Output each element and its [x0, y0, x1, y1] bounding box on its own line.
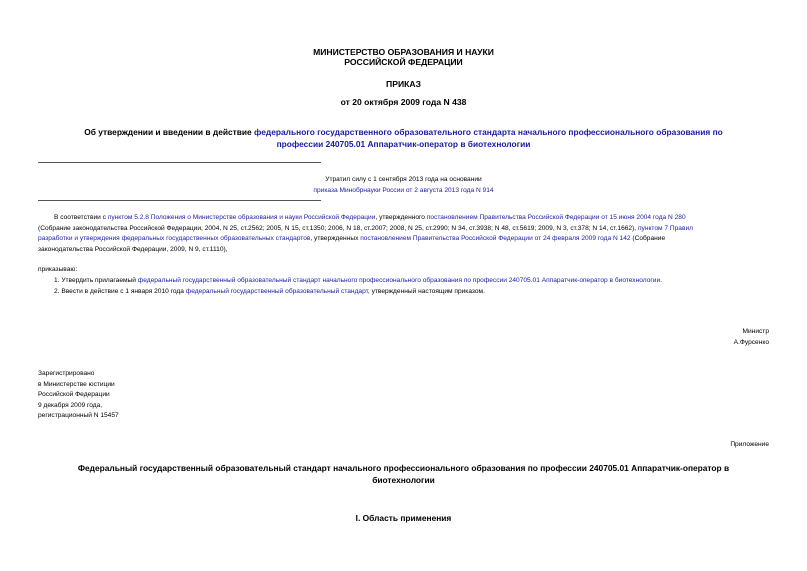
ministry-line-1: МИНИСТЕРСТВО ОБРАЗОВАНИЯ И НАУКИ — [313, 47, 494, 57]
signature-name: А.Фурсенко — [733, 338, 769, 346]
preamble-text-3: (Собрание законодательства Российской Федерации, 2004, N 25, ст.2562; 2005, N 15, ст.1350; 2006, N 18, ст.2007; 2008, N 25, ст.2990; N 34, ст.3938; N 48, ст.5619; 2009, N 3, ст.378; N 14, ст.1662), — [38, 224, 638, 232]
order-item-1-suffix: . — [660, 277, 662, 284]
registration-line-3: Российской Федерации — [38, 391, 110, 399]
preamble-text-4: , утвержденных — [310, 235, 361, 243]
section-heading: I. Область применения — [355, 513, 452, 523]
order-item-2-prefix: 2. Ввести в действие с 1 января 2010 года — [54, 288, 186, 295]
ministry-line-2: РОССИЙСКОЙ ФЕДЕРАЦИИ — [344, 57, 463, 67]
order-label: приказываю: — [38, 266, 78, 273]
appendix-title — [20, 462, 787, 486]
order-item-1-link[interactable]: федеральный государственный образовательный стандарт начального профессионального образования по профессии 240705.01 Аппаратчик-оператор в биотехнологии — [137, 277, 661, 284]
preamble-text-6: законодательства Российской Федерации, 2009, N 9, ст.1110), — [38, 245, 228, 253]
separator-bottom — [38, 200, 321, 201]
preamble-text-5: (Собрание — [630, 235, 666, 243]
appendix-title-line-2: биотехнологии — [372, 475, 435, 485]
registration-line-4: 9 декабря 2009 года, — [38, 401, 103, 409]
registration-line-5: регистрационный N 15457 — [38, 412, 119, 420]
title-link-line-1[interactable]: федерального государственного образовательного стандарта начального профессионального образования по — [254, 127, 723, 137]
preamble — [38, 213, 773, 255]
preamble-link-regulation[interactable]: пунктом 5.2.8 Положения о Министерстве образования и науки Российской Федерации — [107, 214, 376, 221]
appendix-label: Приложение — [730, 441, 769, 448]
order-date: от 20 октября 2009 года N 438 — [340, 97, 467, 107]
status-link[interactable]: приказа Минобрнауки России от 2 августа 2013 года N 914 — [313, 186, 494, 194]
order-item-1-prefix: 1. Утвердить прилагаемый — [54, 277, 138, 284]
status-note — [220, 175, 587, 196]
order-item-1 — [54, 276, 662, 287]
registration-block — [38, 369, 119, 422]
separator-top — [38, 162, 321, 163]
title-prefix: Об утверждении и введении в действие — [84, 127, 255, 137]
order-word: ПРИКАЗ — [386, 79, 421, 89]
preamble-text-1: В соответствии с — [54, 214, 108, 221]
preamble-link-resolution-142[interactable]: постановлением Правительства Российской Федерации от 24 февраля 2009 года N 142 — [360, 235, 631, 243]
preamble-text-2: , утвержденного — [375, 214, 427, 221]
ministry-name — [0, 47, 807, 67]
appendix-title-line-1: Федеральный государственный образовательный стандарт начального профессионального образования по профессии 240705.01 Аппаратчик-оператор в — [77, 463, 730, 473]
signature-position: Министр — [742, 328, 769, 335]
status-text: Утратил силу с 1 сентября 2013 года на основании — [325, 176, 482, 183]
registration-line-2: в Министерстве юстиции — [38, 380, 115, 388]
title-link-line-2[interactable]: профессии 240705.01 Аппаратчик-оператор в биотехнологии — [276, 139, 531, 149]
preamble-link-rules-item7[interactable]: пунктом 7 Правил — [637, 224, 694, 232]
preamble-link-resolution-280[interactable]: постановлением Правительства Российской Федерации от 15 июня 2004 года N 280 — [426, 214, 686, 221]
order-title — [30, 126, 777, 150]
preamble-link-rules-title[interactable]: разработки и утверждения федеральных государственных образовательных стандартов — [38, 235, 311, 243]
order-item-2 — [54, 287, 485, 298]
order-item-2-link[interactable]: федеральный государственный образовательный стандарт — [185, 288, 368, 295]
order-item-2-suffix: , утвержденный настоящим приказом. — [367, 288, 485, 295]
signature — [734, 327, 769, 348]
registration-line-1: Зарегистрировано — [38, 370, 95, 377]
